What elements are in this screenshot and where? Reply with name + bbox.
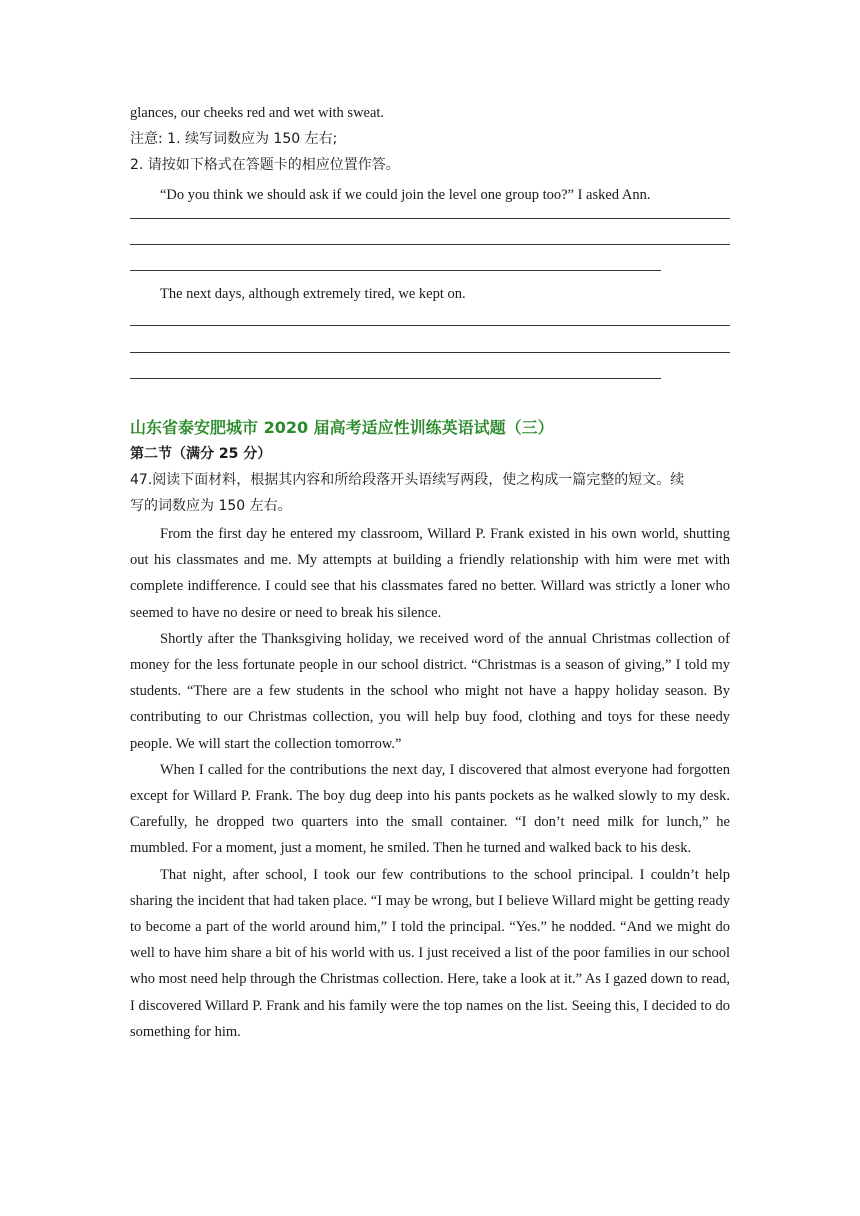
story-paragraph: From the first day he entered my classroom, Willard P. Frank existed in his own world, shutting out his classmates and me. My attempts at building a friendly relationship with him were met with complete indifference. I could see that his classmates fared no better. Willard was strictly a loner who seemed to have no desire or need to break his silence.	[130, 526, 730, 621]
paragraph-2-opening: The next days, although extremely tired, we kept on.	[160, 286, 466, 302]
story-paragraph: That night, after school, I took our few contributions to the school principal. I couldn’t help sharing the incident that had taken place. “I may be wrong, but I believe Willard might be getting ready to become a part of the world around him,” I told the principal. “Yes.” he nodded. “And we might do well to have him share a bit of his world with us. I just received a list of the poor families in our school who most need help through the Christmas collection. Here, take a look at it.” As I gazed down to read, I discovered Willard P. Frank and his family were the top names on the list. Seeing this, I decided to do something for him.	[130, 866, 730, 1040]
section-title: 山东省泰安肥城市 2020 届高考适应性训练英语试题（三）	[130, 418, 554, 437]
paragraph-1-opening: “Do you think we should ask if we could join the level one group too?” I asked Ann.	[160, 187, 651, 203]
continuation-line: glances, our cheeks red and wet with sweat.	[130, 105, 385, 121]
question-instruction-line-2: 写的词数应为 150 左右。	[130, 498, 292, 514]
section-subtitle: 第二节（满分 25 分）	[130, 446, 272, 462]
question-instruction-line-1: 47.阅读下面材料，根据其内容和所给段落开头语续写两段，使之构成一篇完整的短文。续	[130, 472, 685, 488]
document-page	[130, 100, 730, 1045]
story-paragraph: When I called for the contributions the next day, I discovered that almost everyone had forgotten except for Willard P. Frank. The boy dug deep into his pants pockets as he walked slowly to my desk. Carefully, he dropped two quarters into the small container. “I don’t need milk for lunch,” he mumbled. For a moment, just a moment, he smiled. Then he turned and walked back to his desk.	[130, 761, 730, 857]
note-line-2: 2. 请按如下格式在答题卡的相应位置作答。	[130, 157, 400, 173]
story-paragraph: Shortly after the Thanksgiving holiday, we received word of the annual Christmas collection of money for the less fortunate people in our school district. “Christmas is a season of giving,” I told my students. “There are a few students in the school who might not have a happy holiday season. By contributing to our Christmas collection, you will help buy food, clothing and toys for these needy people. We will start the collection tomorrow.”	[130, 630, 730, 752]
answer-line	[130, 378, 661, 379]
answer-line	[130, 270, 661, 271]
note-line-1: 注意: 1. 续写词数应为 150 左右;	[130, 131, 338, 147]
